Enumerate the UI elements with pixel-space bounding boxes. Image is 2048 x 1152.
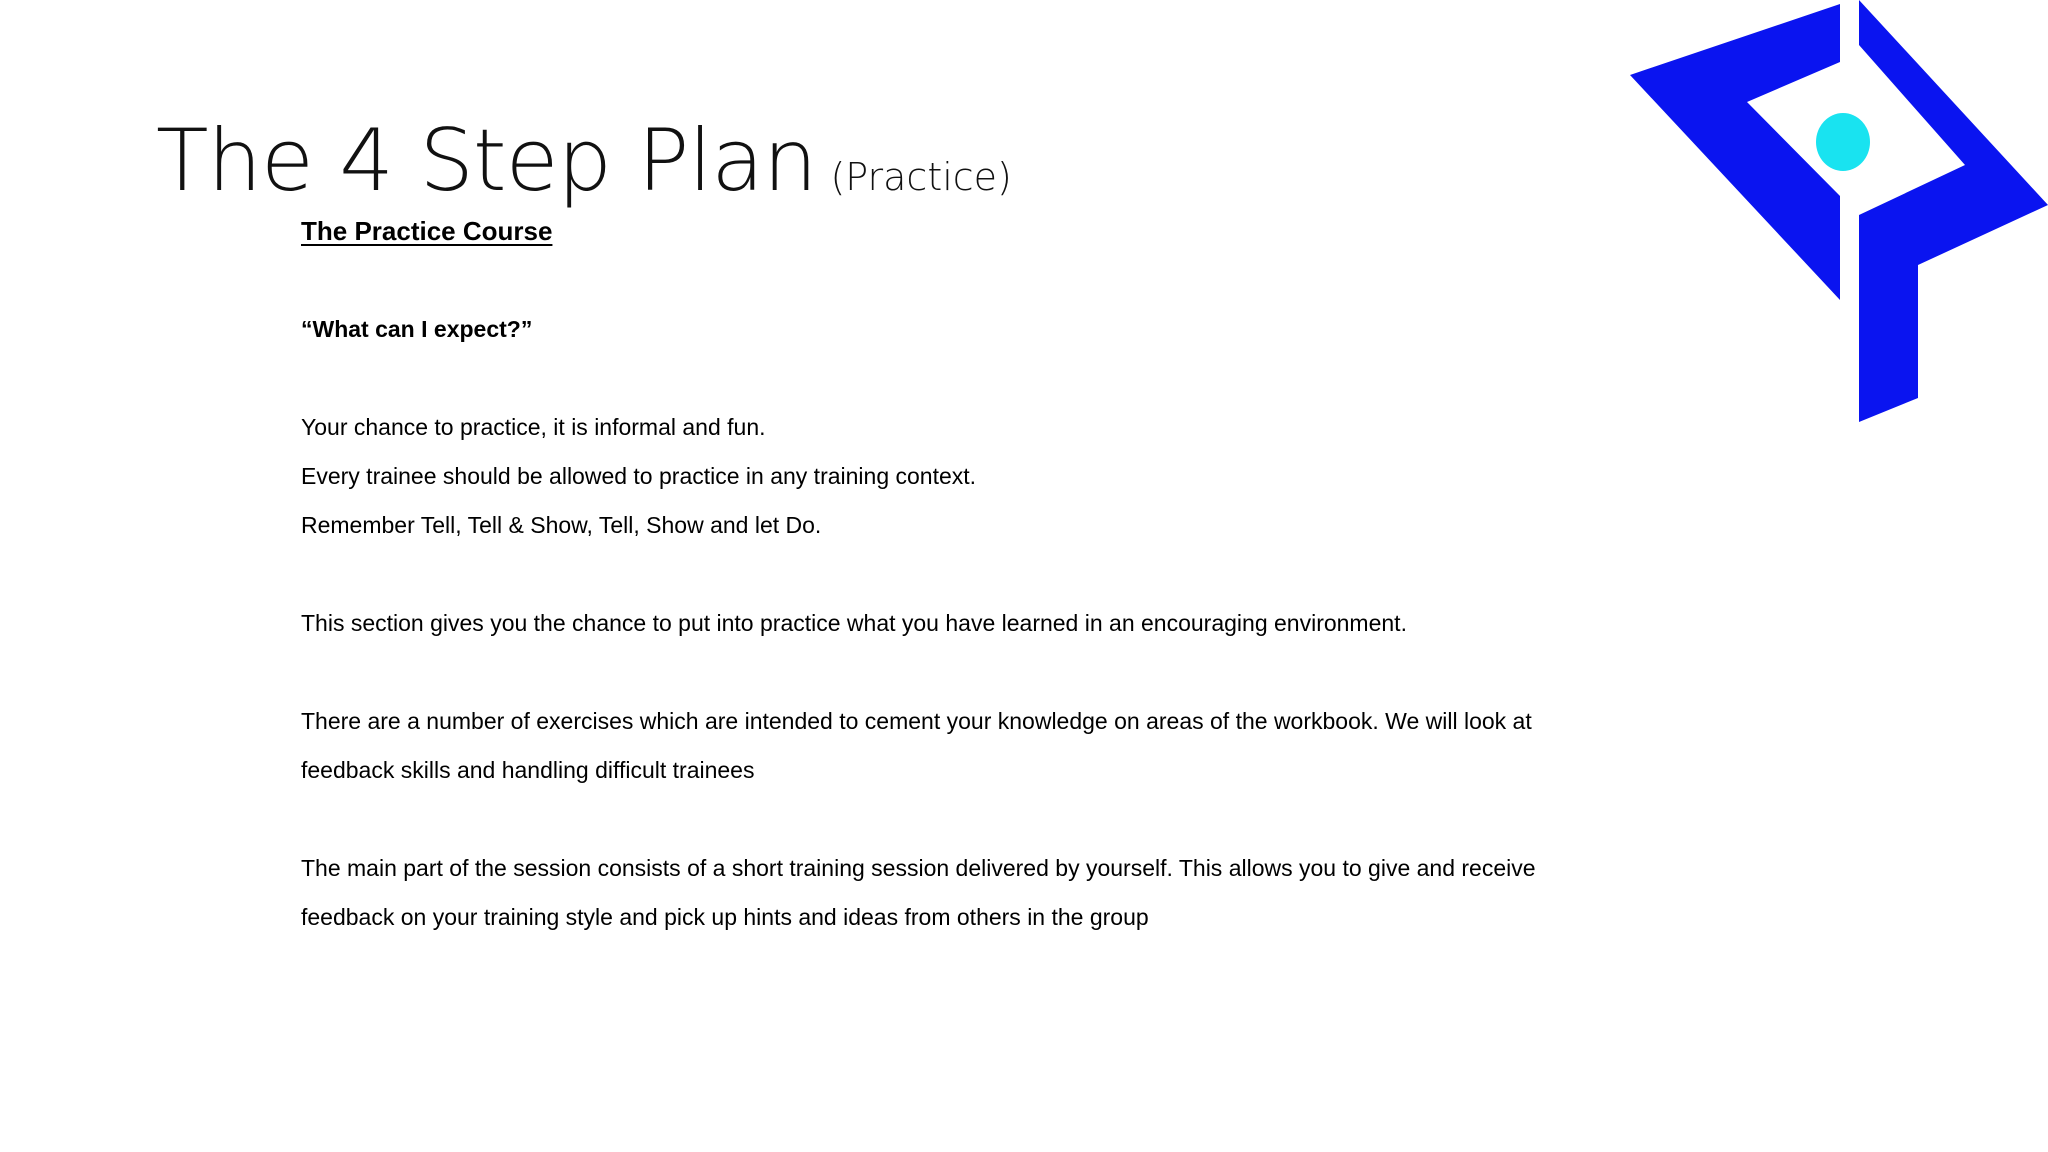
logo-left-arm	[1630, 4, 1840, 300]
spacer	[301, 648, 1661, 697]
body-line: This section gives you the chance to put into practice what you have learned in an encouraging environment.	[301, 610, 1407, 636]
spacer	[301, 354, 1661, 403]
title-main: The 4 Step Plan	[156, 111, 817, 211]
body-line: Your chance to practice, it is informal and fun.	[301, 414, 766, 440]
question-text: “What can I expect?”	[301, 316, 533, 342]
logo-right-arm	[1859, 0, 2048, 422]
body-line: Remember Tell, Tell & Show, Tell, Show and let Do.	[301, 512, 822, 538]
body-line: feedback on your training style and pick up hints and ideas from others in the group	[301, 904, 1149, 930]
body-line: Every trainee should be allowed to practice in any training context.	[301, 463, 977, 489]
company-logo-icon	[1625, 0, 2048, 425]
slide-title	[156, 111, 1012, 211]
title-subtitle: (Practice)	[830, 155, 1012, 199]
body-line: There are a number of exercises which are intended to cement your knowledge on areas of the workbook. We will look at	[301, 708, 1532, 734]
spacer	[301, 256, 1661, 305]
spacer	[301, 550, 1661, 599]
body-line: The main part of the session consists of a short training session delivered by yourself. This allows you to give and receive	[301, 855, 1536, 881]
slide-body	[301, 207, 1661, 942]
spacer	[301, 795, 1661, 844]
logo-dot	[1816, 113, 1870, 171]
body-line: feedback skills and handling difficult trainees	[301, 757, 755, 783]
section-heading: The Practice Course	[301, 216, 553, 246]
